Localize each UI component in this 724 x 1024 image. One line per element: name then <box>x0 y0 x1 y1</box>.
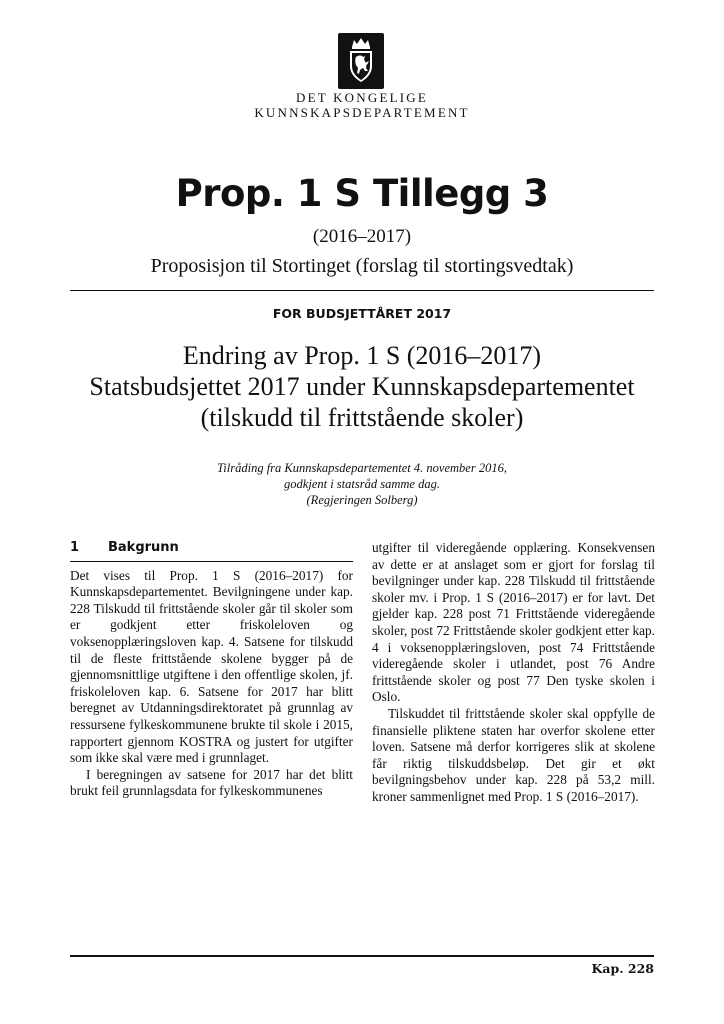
paragraph: Tilskuddet til frittstående skoler skal oppfylle de finansielle pliktene staten har overfor skolene etter loven. Satsene må derfor korrigeres slik at skolene får riktig tilskuddsbeløp. Det gir et økt bevilgningsbehov under kap. 228 på 53,2 mill. kroner sammenlignet med Prop. 1 S (2016–2017). <box>372 705 655 804</box>
proposition-subtitle: Proposisjon til Stortinget (forslag til stortingsvedtak) <box>150 255 574 277</box>
paragraph: I beregningen av satsene for 2017 har det blitt brukt feil grunnlagsdata for fylkeskommunenes <box>70 766 353 799</box>
coat-of-arms-logo <box>338 33 384 89</box>
section-title: Bakgrunn <box>108 540 179 555</box>
department-name-line2: KUNNSKAPSDEPARTEMENT <box>254 105 470 120</box>
top-divider <box>70 290 654 291</box>
crown-lion-icon <box>338 33 384 89</box>
chapter-label: Kap. 228 <box>591 961 654 976</box>
section-heading <box>70 540 353 562</box>
budget-year-label: FOR BUDSJETTÅRET 2017 <box>272 306 452 321</box>
main-title-line1: Endring av Prop. 1 S (2016–2017) <box>182 341 542 370</box>
left-column <box>70 540 353 800</box>
main-title-line2: Statsbudsjettet 2017 under Kunnskapsdepartementet <box>89 372 635 401</box>
bottom-divider <box>70 955 654 957</box>
department-name-line1: DET KONGELIGE <box>296 90 428 105</box>
main-title <box>0 340 724 433</box>
right-column <box>372 540 655 806</box>
paragraph: Det vises til Prop. 1 S (2016–2017) for Kunnskapsdepartementet. Bevilgningene under kap. 228 Tilskudd til frittstående skoler går til skoler som er godkjent etter friskoleloven og voksenopplæringsloven kap. 4. Satsene for tilskudd til de fleste frittstående skolene bygger på de gjennomsnittlige utgiftene i den offentlige skolen, jf. friskoleloven kap. 6. Satsene for 2017 har blitt beregnet av Utdanningsdirektoratet på grunnlag av ressursene fylkeskommunene brukte til skole i 2015, rapportert gjennom KOSTRA og justert for utgifter som ikke skal være med i grunnlaget. <box>70 567 353 766</box>
recommendation-line2: godkjent i statsråd samme dag. <box>284 477 440 491</box>
main-title-line3: (tilskudd til frittstående skoler) <box>200 403 524 432</box>
recommendation-note <box>0 460 724 508</box>
section-number: 1 <box>70 540 80 555</box>
recommendation-line1: Tilråding fra Kunnskapsdepartementet 4. november 2016, <box>217 461 507 475</box>
proposition-title: Prop. 1 S Tillegg 3 <box>175 172 549 215</box>
session-years: (2016–2017) <box>312 226 412 247</box>
paragraph: utgifter til videregående opplæring. Konsekvensen av dette er at anslaget som er gjort for forslag til bevilgninger under kap. 228 Tilskudd til frittstående skoler mv. i Prop. 1 S (2016–2017) er for lavt. Det gjelder kap. 228 post 71 Frittstående videregående skoler, post 72 Frittstående skoler godkjent etter kap. 4 i voksenopplæringsloven, post 74 Frittstående videregående skoler i utlandet, post 76 Andre frittstående skoler og post 77 Den tyske skolen i Oslo. <box>372 540 655 705</box>
recommendation-line3: (Regjeringen Solberg) <box>306 493 418 507</box>
